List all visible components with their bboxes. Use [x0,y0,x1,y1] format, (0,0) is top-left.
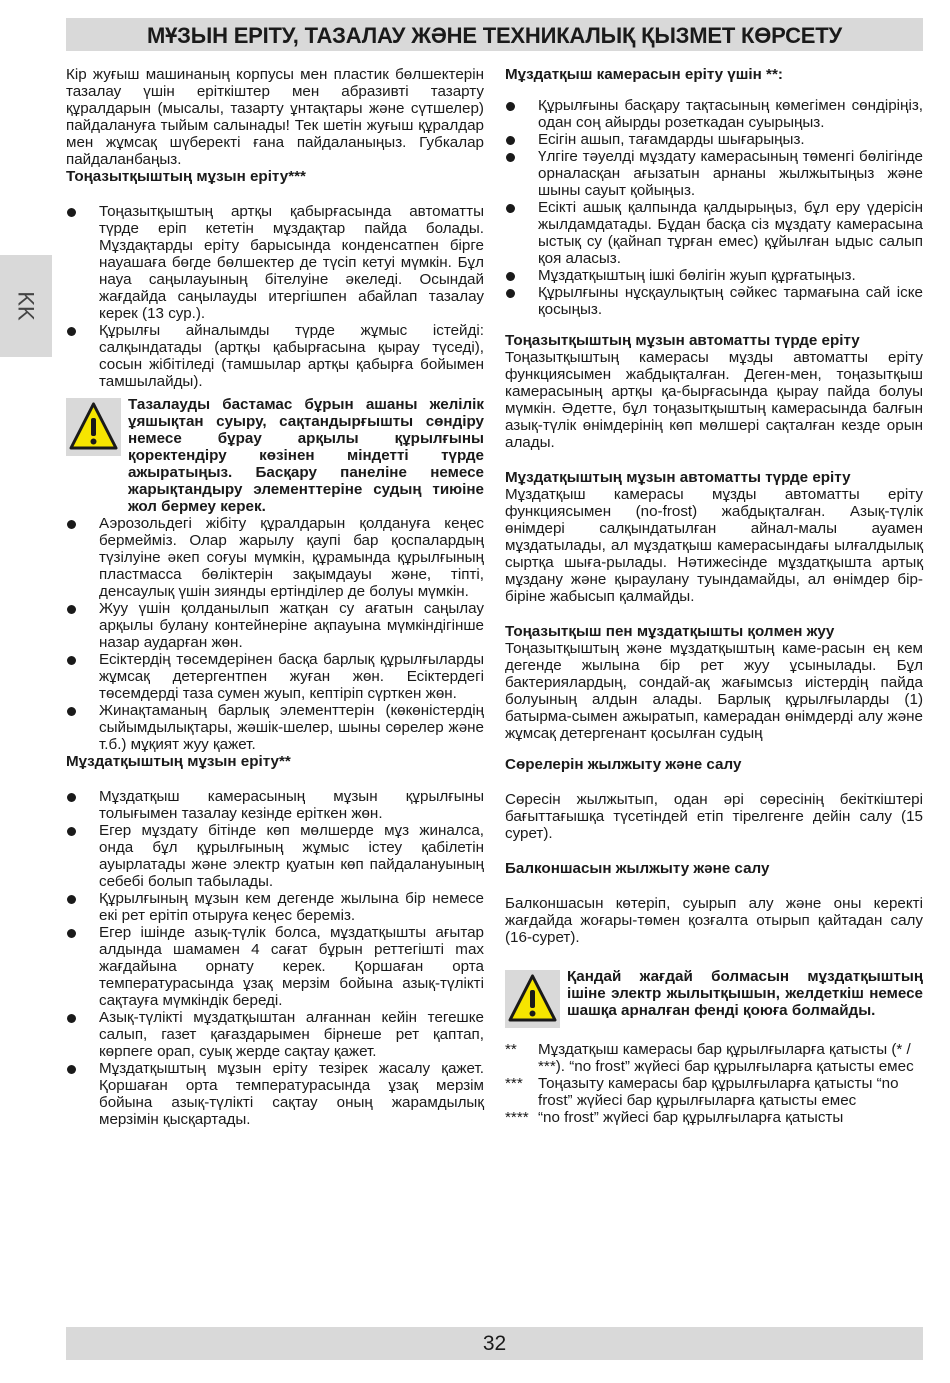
language-code: KK [13,291,39,321]
warning-text: Қандай жағдай болмасын мұздатқыштың ішіне электр жылытқышын, желдеткіш немесе шашқа арналған фенді қоюға болмайды. [567,968,923,1019]
list-item: Тоңазытқыштың артқы қабырғасында автоматты түрде еріп кететін мұздақтар пайда болады. Мұздақтарды еріту барысында конденсатпен бірге науашаға бөгде бөлшектер де түсіп кетуі мүмкін. Бұл науа саңылауының бітелуіне әкеледі. Осындай жағдайда саңылауды итергішпен абайлап тазалау керек (13 сур.). [66,203,484,322]
list-item: Есіктердің төсемдерінен басқа барлық құрылғыларды жұмсақ детергентпен жуған жөн. Есіктердегі төсемдерді таза сумен жуып, кептіріп сүрткен жөн. [66,651,484,702]
intro-paragraph: Кір жуғыш машинаның корпусы мен пластик бөлшектерін тазалау үшін еріткіштер мен абразивті тазарту құралдарын (мысалы, тазарту ұнтақтары және сүтшелер) пайдалануға тыйым салынады! Тек шетін жуғыш құралдар мен жұмсақ шүберекті ғана пайдаланыңыз. Губкалар пайдаланбаңыз. [66,66,484,168]
warning-triangle-icon [505,970,560,1028]
language-tab [0,255,52,357]
auto-fridge-heading: Тоңазытқыштың мұзын автоматты түрде еріту [505,332,860,349]
balcony-heading: Балконшасын жылжыту және салу [505,860,770,877]
right-column [505,66,923,1126]
auto-freezer-text: Мұздатқыш камерасы мұзды автоматты еріту функциясымен (no-frost) жабдықталған. Азық-түлік өнімдері салқындатылған айнал-малы ауамен мұздатылады, ал мұздатқыш камерасындағы ылғалдылық сыртқа шыға-рылады. Нәтижесінде мұздатқышта артық мұздану және қыраулану туындамайды, ал өнімдер бір-біріне жабысып қалмайды. [505,486,923,605]
left-column [66,66,484,1128]
warning-triangle-icon [66,398,121,456]
list-item: Құрылғы айналымды түрде жұмыс істейді: салқындатады (артқы қабырғасына қырау түседі), сосын жібітіледі (тамшылар артқы қабырға бойымен тамшылайды). [66,322,484,390]
care-list [66,515,484,753]
footnote-mark: **** [505,1109,529,1126]
footnotes [505,1041,923,1126]
warning-block [505,968,923,1019]
footnote [505,1109,923,1126]
footnote [505,1041,923,1075]
footnote-text: Тоңазыту камерасы бар құрылғыларға қатысты “no frost” жүйесі бар құрылғыларға қатысты емес [538,1075,899,1109]
list-item: Егер ішінде азық-түлік болса, мұздатқышты ағытар алдында шамамен 4 сағат бұрын реттегішті max жағдайына орнату керек. Қоршаған орта температурасында ұзақ мерзім бойына азық-түлікті сақтауға мүмкіндік береді. [66,924,484,1009]
footnote-mark: *** [505,1075,523,1092]
shelves-heading: Сөрелерін жылжыту және салу [505,756,742,773]
freezer-defrost-heading: Мұздатқыштың мұзын еріту** [66,753,291,770]
fridge-defrost-list [66,203,484,390]
warning-block [66,396,484,515]
list-item: Мұздатқыштың мұзын еріту тезірек жасалу қажет. Қоршаған орта температурасында ұзақ мерзім бойына азық-түлікті сақтау оның жарамдылық мерзімін қысқартады. [66,1060,484,1128]
list-item: Есігін ашып, тағамдарды шығарыңыз. [505,131,923,148]
list-item: Есікті ашық қалпында қалдырыңыз, бұл еру үдерісін жылдамдатады. Бұдан басқа сіз мұздату камерасына ыстық су (қайнап тұрған емес) құйылған ыдыс салып қоя аласыз. [505,199,923,267]
list-item: Құрылғыны нұсқаулықтың сәйкес тармағына сай іске қосыңыз. [505,284,923,318]
list-item: Жинақтаманың барлық элементтерін (көкөністердің сыйымдылықтары, жәшік-шелер, шыны сөрелер және т.б.) мұқият жуу қажет. [66,702,484,753]
footnote-text: Мұздатқыш камерасы бар құрылғыларға қатысты (* / ***). “no frost” жүйесі бар құрылғыларға қатысты емес [538,1041,914,1075]
page-number-bar [66,1327,923,1360]
balcony-text: Балконшасын көтеріп, суырып алу және оны керекті жағдайда жоғары-төмен қозғалта отырып қайтадан салу (16-сурет). [505,895,923,946]
list-item: Құрылғының мұзын кем дегенде жылына бір немесе екі рет ерітіп отыруға кеңес береміз. [66,890,484,924]
list-item: Егер мұздату бітінде көп мөлшерде мұз жиналса, онда бұл құрылғының жұмыс істеу қабілетін ауырлатады және электр қуатын көп пайдалануының себебі болып табылады. [66,822,484,890]
auto-fridge-text: Тоңазытқыштың камерасы мұзды автоматты еріту функциясымен жабдықталған. Деген-мен, тоңазытқыш камерасының артқы қа-бырғасында қырау пайда болуы мүмкін. Әдетте, бұл тоңазытқыштың камерасында балғын азық-түлік өнімдерінің көп мөлшері сақталған кезде орын алады. [505,349,923,451]
fridge-defrost-heading: Тоңазытқыштың мұзын еріту*** [66,168,306,185]
manual-wash-text: Тоңазытқыштың және мұздатқыштың каме-расын ең кем дегенде жылына бір рет жуу ұсынылады. Бұл бактериялардың, сондай-ақ жағымсыз иістердің пайда болуының алдын алады. Барлық құрылғыларды (1) батырма-сымен ажыратып, камерадан өнімдерді алу және жұмсақ детергенант қосылған судың [505,640,923,742]
list-item: Мұздатқыштың ішкі бөлігін жуып құрғатыңыз. [505,267,923,284]
shelves-text: Сөресін жылжытып, одан әрі сөресінің бекіткіштері бағыттағышқа түсетіндей етіп тірелгенге дейін салу (15 сурет). [505,791,923,842]
page-number: 32 [482,1332,507,1355]
chamber-defrost-list [505,97,923,318]
list-item: Аэрозольдегі жібіту құралдарын қолдануға кеңес бермейміз. Олар жарылу қаупі бар қоспалардың түзілуіне әкеп соғуы мүмкін, құрамында құрылғының пластмасса бөліктерін зақымдауы және, тіпті, денсаулық үшін зиянды ертінділер де болуы мүмкін. [66,515,484,600]
warning-text: Тазалауды бастамас бұрын ашаны желілік ұяшықтан суыру, сақтандырғышты сөндіру немесе бұрау арқылы құрылғыны қоректендіру көзінен міндетті түрде ажыратыңыз. Басқару панеліне немесе жарықтандыру элементтеріне судың тиюіне жол бермеу керек. [128,396,484,515]
freezer-defrost-list [66,788,484,1128]
footnote [505,1075,923,1109]
manual-wash-heading: Тоңазытқыш пен мұздатқышты қолмен жуу [505,623,835,640]
auto-freezer-heading: Мұздатқыштың мұзын автоматты түрде еріту [505,469,851,486]
list-item: Құрылғыны басқару тақтасының көмегімен сөндіріңіз, одан соң айырды розеткадан суырыңыз. [505,97,923,131]
list-item: Үлгіге тәуелді мұздату камерасының төменгі бөлігінде орналасқан ағызатын арнаны жылжытыңыз және шыны сауыт қойыңыз. [505,148,923,199]
title-bar [66,18,923,51]
list-item: Азық-түлікті мұздатқыштан алғаннан кейін тегешке салып, газет қағаздарымен бірнеше рет қаптап, көрпеге орап, суық жерде сақтау қажет. [66,1009,484,1060]
footnote-mark: ** [505,1041,517,1058]
page-title: МҰЗЫН ЕРІТУ, ТАЗАЛАУ ЖӘНЕ ТЕХНИКАЛЫҚ ҚЫЗМЕТ КӨРСЕТУ [147,23,842,48]
list-item: Жуу үшін қолданылып жатқан су ағатын саңылау арқылы булану контейнеріне ақпауына мүмкіндігінше назар аударған жөн. [66,600,484,651]
chamber-defrost-heading: Мұздатқыш камерасын еріту үшін **: [505,66,783,83]
footnote-text: “no frost” жүйесі бар құрылғыларға қатысты [538,1109,844,1126]
list-item: Мұздатқыш камерасының мұзын құрылғыны толығымен тазалау кезінде еріткен жөн. [66,788,484,822]
